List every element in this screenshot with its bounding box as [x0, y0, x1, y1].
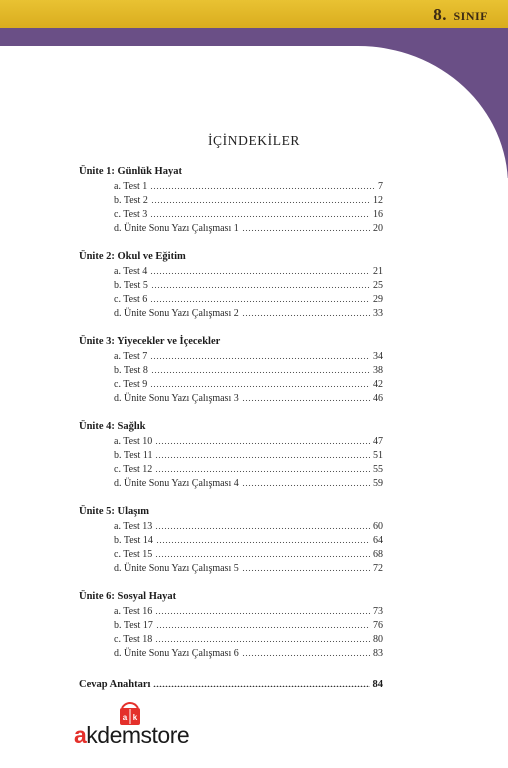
toc-entry[interactable]: [114, 605, 383, 618]
dot-leader: [242, 477, 370, 486]
dot-leader: [151, 279, 370, 288]
entry-page: 76: [373, 620, 383, 631]
dot-leader: [242, 222, 370, 231]
toc-entry[interactable]: [114, 208, 383, 221]
toc-entry[interactable]: [114, 647, 383, 660]
grade-number: 8.: [433, 5, 447, 24]
toc-entry[interactable]: [114, 392, 383, 405]
entry-label: a. Test 4: [114, 266, 148, 277]
dot-leader: [155, 633, 370, 642]
entry-page: 72: [373, 563, 383, 574]
brand-logo-accent: a: [74, 722, 87, 748]
brand-logo-rest: kdemstore: [86, 722, 190, 748]
entry-label: c. Test 15: [114, 549, 153, 560]
dot-leader: [151, 194, 370, 203]
dot-leader: [155, 548, 370, 557]
toc-entry[interactable]: [114, 307, 383, 320]
toc-entry[interactable]: [114, 534, 383, 547]
entry-page: 68: [373, 549, 383, 560]
unit-title: Ünite 1: Günlük Hayat: [79, 166, 182, 177]
entry-label: d. Ünite Sonu Yazı Çalışması 3: [114, 393, 239, 404]
entry-label: b. Test 2: [114, 195, 148, 206]
entry-label: b. Test 17: [114, 620, 153, 631]
entry-label: a. Test 10: [114, 436, 153, 447]
dot-leader: [155, 605, 370, 614]
entry-label: b. Test 11: [114, 450, 153, 461]
grade-word: SINIF: [453, 9, 488, 23]
entry-label: b. Test 5: [114, 280, 148, 291]
entry-page: 20: [373, 223, 383, 234]
toc-entry[interactable]: [114, 180, 383, 193]
entry-page: 47: [373, 436, 383, 447]
entry-page: 33: [373, 308, 383, 319]
entry-label: a. Test 7: [114, 351, 148, 362]
svg-text:k: k: [132, 713, 138, 722]
entry-page: 21: [373, 266, 383, 277]
entry-label: b. Test 14: [114, 535, 153, 546]
answer-key-page: 84: [372, 679, 383, 690]
unit-title: Ünite 2: Okul ve Eğitim: [79, 251, 186, 262]
entry-page: 29: [373, 294, 383, 305]
dot-leader: [150, 378, 370, 387]
entry-label: c. Test 3: [114, 209, 148, 220]
toc-entry[interactable]: [114, 293, 383, 306]
entry-page: 34: [373, 351, 383, 362]
entry-page: 38: [373, 365, 383, 376]
toc-entry[interactable]: [114, 548, 383, 561]
toc-entry[interactable]: [114, 619, 383, 632]
toc-entry[interactable]: [114, 562, 383, 575]
entry-label: d. Ünite Sonu Yazı Çalışması 1: [114, 223, 239, 234]
dot-leader: [153, 678, 369, 687]
entry-label: b. Test 8: [114, 365, 148, 376]
page-title: İÇİNDEKİLER: [207, 133, 301, 148]
answer-key-entry[interactable]: [79, 678, 383, 690]
entry-page: 59: [373, 478, 383, 489]
entry-page: 12: [373, 195, 383, 206]
entry-page: 80: [373, 634, 383, 645]
toc-entry[interactable]: [114, 477, 383, 490]
header-yellow-band: [0, 0, 508, 30]
entry-label: c. Test 9: [114, 379, 148, 390]
dot-leader: [151, 364, 370, 373]
toc-entry[interactable]: [114, 633, 383, 646]
entry-page: 83: [373, 648, 383, 659]
entry-page: 7: [378, 181, 383, 192]
dot-leader: [150, 293, 370, 302]
entry-label: a. Test 1: [114, 181, 148, 192]
unit-title: Ünite 6: Sosyal Hayat: [79, 591, 177, 602]
dot-leader: [156, 619, 370, 628]
answer-key-label: Cevap Anahtarı: [79, 679, 151, 690]
unit-title: Ünite 4: Sağlık: [79, 421, 146, 432]
dot-leader: [150, 265, 370, 274]
toc-entry[interactable]: [114, 364, 383, 377]
toc-entry[interactable]: [114, 449, 383, 462]
toc-entry[interactable]: [114, 279, 383, 292]
dot-leader: [150, 350, 370, 359]
toc-entry[interactable]: [114, 435, 383, 448]
toc-entry[interactable]: [114, 194, 383, 207]
toc-entry[interactable]: [114, 222, 383, 235]
dot-leader: [242, 562, 370, 571]
entry-page: 73: [373, 606, 383, 617]
entry-page: 16: [373, 209, 383, 220]
svg-text:a: a: [122, 713, 128, 722]
entry-page: 42: [373, 379, 383, 390]
toc-entry[interactable]: [114, 463, 383, 476]
dot-leader: [242, 647, 370, 656]
entry-page: 25: [373, 280, 383, 291]
toc-entry[interactable]: [114, 265, 383, 278]
entry-label: d. Ünite Sonu Yazı Çalışması 4: [114, 478, 239, 489]
grade-label: [433, 5, 488, 25]
entry-label: d. Ünite Sonu Yazı Çalışması 6: [114, 648, 239, 659]
dot-leader: [242, 307, 370, 316]
entry-page: 51: [373, 450, 383, 461]
brand-logo: [74, 722, 189, 749]
dot-leader: [155, 463, 370, 472]
entry-page: 60: [373, 521, 383, 532]
dot-leader: [155, 520, 370, 529]
entry-label: c. Test 18: [114, 634, 153, 645]
entry-label: c. Test 6: [114, 294, 148, 305]
dot-leader: [242, 392, 370, 401]
entry-label: c. Test 12: [114, 464, 153, 475]
toc-entry[interactable]: [114, 520, 383, 533]
entry-label: d. Ünite Sonu Yazı Çalışması 5: [114, 563, 239, 574]
unit-title: Ünite 3: Yiyecekler ve İçecekler: [79, 336, 221, 347]
dot-leader: [150, 180, 375, 189]
entry-label: a. Test 16: [114, 606, 153, 617]
unit-title: Ünite 5: Ulaşım: [79, 506, 149, 517]
entry-label: d. Ünite Sonu Yazı Çalışması 2: [114, 308, 239, 319]
entry-page: 55: [373, 464, 383, 475]
entry-page: 64: [373, 535, 383, 546]
dot-leader: [156, 534, 370, 543]
dot-leader: [155, 435, 370, 444]
dot-leader: [150, 208, 370, 217]
entry-label: a. Test 13: [114, 521, 153, 532]
toc-entry[interactable]: [114, 350, 383, 363]
toc-entry[interactable]: [114, 378, 383, 391]
entry-page: 46: [373, 393, 383, 404]
dot-leader: [155, 449, 370, 458]
